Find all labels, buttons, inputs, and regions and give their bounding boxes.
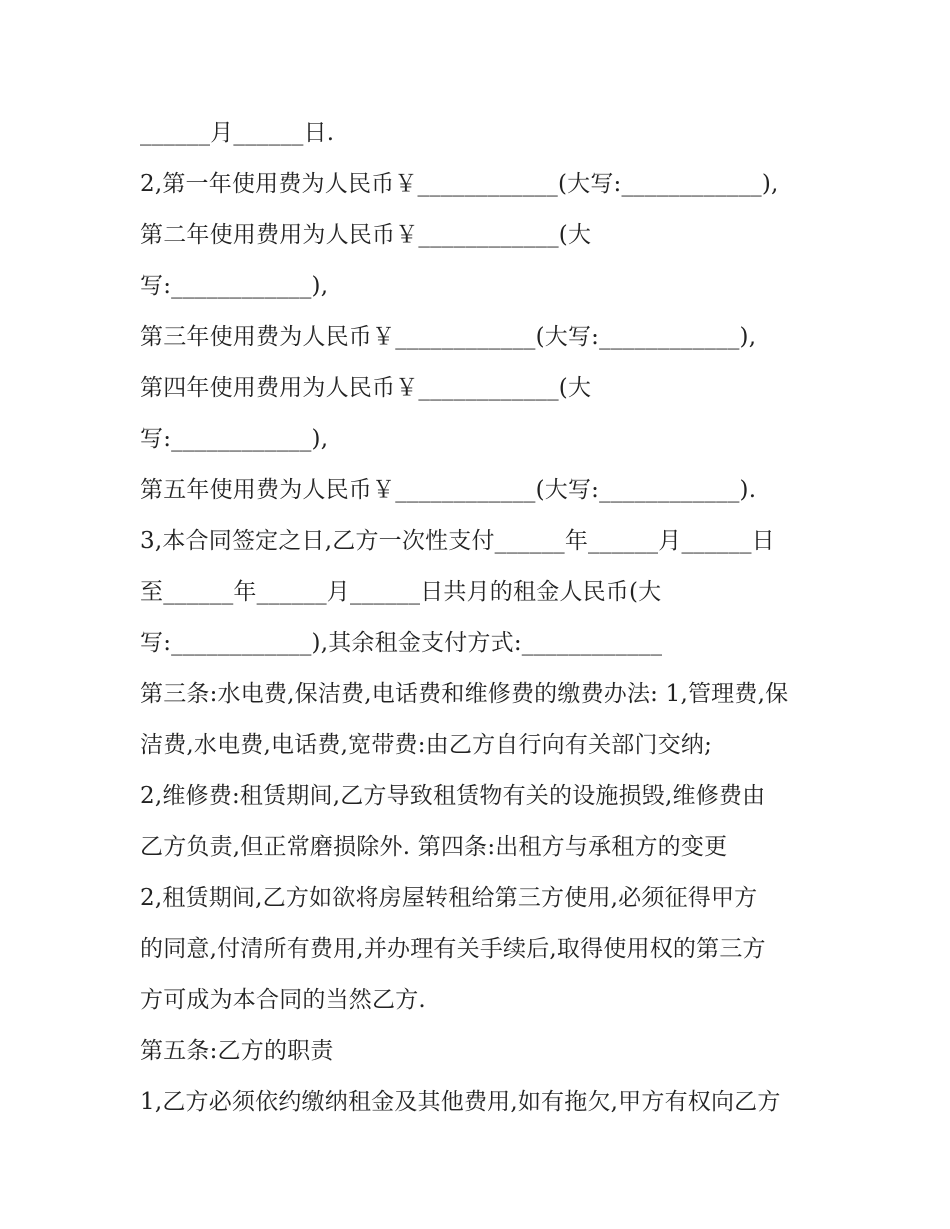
text-line-sublease: 2,租赁期间,乙方如欲将房屋转租给第三方使用,必须征得甲方 bbox=[140, 885, 758, 911]
text-line-date-blanks: ______月______日. bbox=[140, 120, 335, 146]
text-line-year2-fee: 第二年使用费用为人民币￥____________(大 bbox=[140, 222, 592, 248]
text-line-article3-heading: 第三条:水电费,保洁费,电话费和维修费的缴费办法: 1,管理费,保 bbox=[140, 681, 789, 707]
text-line-tenant-duty: 1,乙方必须依约缴纳租金及其他费用,如有拖欠,甲方有权向乙方 bbox=[140, 1089, 781, 1115]
text-line-year1-fee: 2,第一年使用费为人民币￥____________(大写:____________), bbox=[140, 171, 779, 197]
contract-text-body bbox=[140, 108, 830, 1128]
text-line-article4-heading: 乙方负责,但正常磨损除外. 第四条:出租方与承租方的变更 bbox=[140, 834, 728, 860]
text-line-article3-fees: 洁费,水电费,电话费,宽带费:由乙方自行向有关部门交纳; bbox=[140, 732, 713, 758]
text-line-sublease-result: 方可成为本合同的当然乙方. bbox=[140, 987, 426, 1013]
text-line-year4-capital: 写:____________), bbox=[140, 426, 329, 452]
text-line-year2-capital: 写:____________), bbox=[140, 273, 329, 299]
text-line-payment-period: 至______年______月______日共月的租金人民币(大 bbox=[140, 579, 662, 605]
text-line-payment-method: 写:____________),其余租金支付方式:____________ bbox=[140, 630, 663, 656]
text-line-year5-fee: 第五年使用费为人民币￥____________(大写:____________). bbox=[140, 477, 757, 503]
text-line-sublease-consent: 的同意,付清所有费用,并办理有关手续后,取得使用权的第三方 bbox=[140, 936, 766, 962]
text-line-payment-clause: 3,本合同签定之日,乙方一次性支付______年______月______日 bbox=[140, 528, 775, 554]
text-line-maintenance-fee: 2,维修费:租赁期间,乙方导致租赁物有关的设施损毁,维修费由 bbox=[140, 783, 766, 809]
text-line-year4-fee: 第四年使用费用为人民币￥____________(大 bbox=[140, 375, 592, 401]
text-line-article5-heading: 第五条:乙方的职责 bbox=[140, 1038, 334, 1064]
text-line-year3-fee: 第三年使用费为人民币￥____________(大写:____________), bbox=[140, 324, 757, 350]
